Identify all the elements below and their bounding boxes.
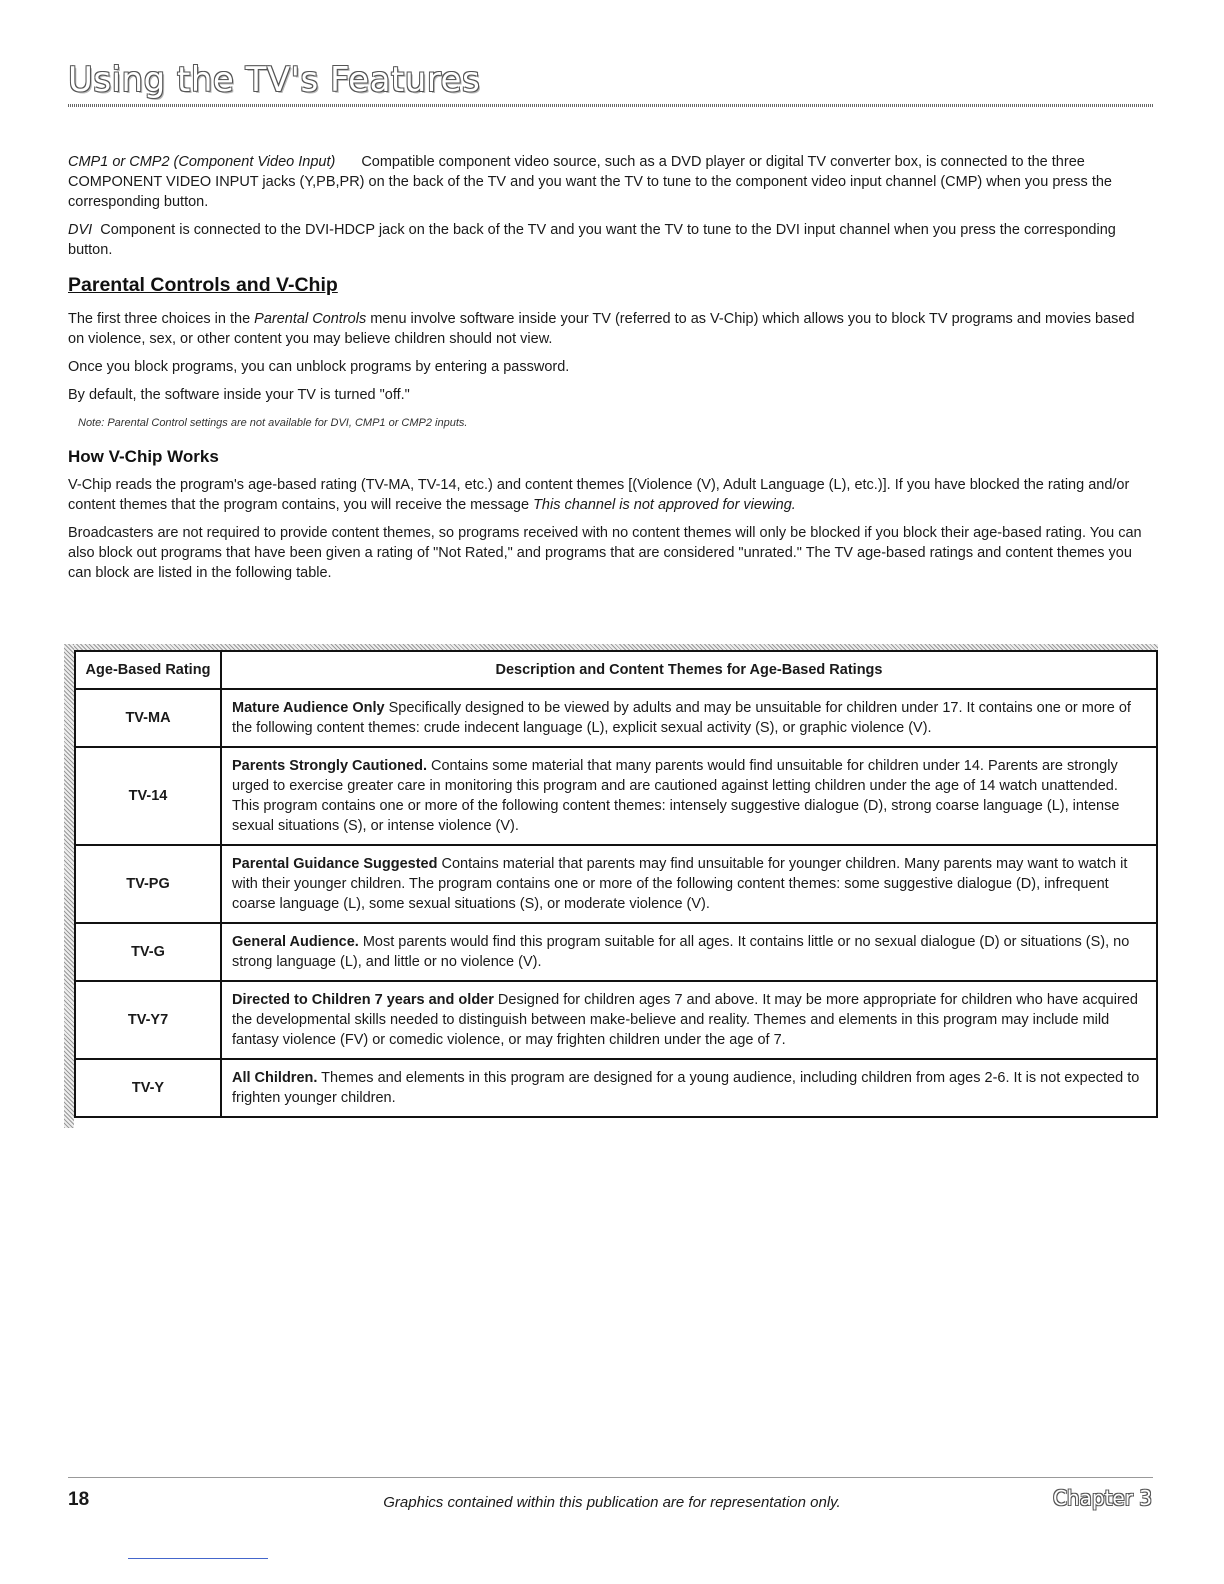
dvi-paragraph [68,220,1153,260]
parental-paragraph-1 [68,309,1153,349]
dvi-text: Component is connected to the DVI-HDCP jack on the back of the TV and you want the TV to tune to the DVI input channel when you press the corresponding button. [68,222,1116,258]
rating-cell: TV-PG [75,845,221,923]
chapter-label: Chapter 3 [1052,1486,1152,1510]
main-content [68,152,1153,591]
table-row [75,689,1157,747]
table-row [75,747,1157,845]
description-title: Directed to Children 7 years and older [232,992,494,1008]
vchip-paragraph-2: Broadcasters are not required to provide content themes, so programs received with no content themes will only be blocked if you block their age-based rating. You can also block out programs that have been given a rating of "Not Rated," and programs that are considered "unrated." The TV age-based ratings and content themes you can block are listed in the following table. [68,525,1142,581]
parental-p1-end: menu involve software inside your TV (referred to as V-Chip) which allows you to block TV programs and movies based on violence, sex, or other content you may believe children should not view. [68,311,1135,347]
rating-cell: TV-MA [75,689,221,747]
page-header-title: Using the TV's Features [68,60,481,100]
vchip-message: This channel is not approved for viewing. [533,497,796,513]
description-text: Contains material that parents may find unsuitable for younger children. Many parents may want to watch it with their younger children. The program contains one or more of the following content themes: some suggestive dialogue (D), infrequent coarse language (L), some sexual situations (S), or moderate violence (V). [232,856,1128,912]
rating-cell: TV-Y [75,1059,221,1117]
description-cell [221,747,1157,845]
description-title: Parents Strongly Cautioned. [232,758,427,774]
description-text: Themes and elements in this program are designed for a young audience, including children from ages 2-6. It is not expected to frighten younger children. [232,1070,1140,1106]
description-cell [221,1059,1157,1117]
rating-cell: TV-14 [75,747,221,845]
header-rule [68,104,1153,107]
description-text: Specifically designed to be viewed by adults and may be unsuitable for children under 17. It contains one or more of the following content themes: crude indecent language (L), explicit sexual activity (S), or graphic violence (V). [232,700,1131,736]
cmp-term: CMP1 or CMP2 (Component Video Input) [68,154,336,170]
table-row [75,981,1157,1059]
cmp-paragraph [68,152,1153,212]
description-cell [221,981,1157,1059]
parental-paragraph-2: Once you block programs, you can unblock programs by entering a password. [68,359,570,375]
description-title: Mature Audience Only [232,700,385,716]
description-text: Designed for children ages 7 and above. It may be more appropriate for children who have acquired the developmental skills needed to distinguish between make-believe and reality. Themes and elements in this program may include mild fantasy violence (FV) or comedic violence, or may frighten children under the age of 7. [232,992,1138,1048]
page-number: 18 [68,1489,90,1510]
description-title: Parental Guidance Suggested [232,856,438,872]
table-row [75,845,1157,923]
parental-note: Note: Parental Control settings are not available for DVI, CMP1 or CMP2 inputs. [78,417,468,429]
parental-p1-start: The first three choices in the [68,311,255,327]
footer-disclaimer: Graphics contained within this publication are for representation only. [383,1494,841,1511]
table-row [75,1059,1157,1117]
description-cell [221,845,1157,923]
footer-rule [68,1477,1153,1478]
description-title: All Children. [232,1070,318,1086]
vchip-heading: How V-Chip Works [68,447,219,466]
rating-cell: TV-Y7 [75,981,221,1059]
table-shadow-left [64,644,74,1128]
ratings-table [74,650,1158,1118]
vchip-paragraph-1 [68,475,1153,515]
parental-controls-heading: Parental Controls and V-Chip [68,274,338,296]
table-row [75,923,1157,981]
description-cell [221,923,1157,981]
description-text: Most parents would find this program suitable for all ages. It contains little or no sexual dialogue (D) or situations (S), no strong language (L), and little or no violence (V). [232,934,1130,970]
description-cell [221,689,1157,747]
footer-link-underline [128,1558,268,1559]
rating-cell: TV-G [75,923,221,981]
cmp-text: Compatible component video source, such as a DVD player or digital TV converter box, is connected to the three COMPONENT VIDEO INPUT jacks (Y,PB,PR) on the back of the TV and you want the TV to tune to the component video input channel (CMP) when you press the corresponding button. [68,154,1112,210]
parental-controls-menu-name: Parental Controls [254,311,367,327]
table-header-row [75,651,1157,689]
description-text: Contains some material that many parents would find unsuitable for children under 14. Parents are strongly urged to exercise greater care in monitoring this program and are cautioned against letting children under the age of 14 watch unattended. This program contains one or more of the following content themes: intensely suggestive dialogue (D), strong coarse language (L), intense sexual situations (S), or intense violence (V). [232,758,1120,834]
description-title: General Audience. [232,934,359,950]
parental-paragraph-3: By default, the software inside your TV is turned "off." [68,387,410,403]
rating-column-header: Age-Based Rating [75,651,221,689]
description-column-header: Description and Content Themes for Age-Based Ratings [221,651,1157,689]
vchip-p1-start: V-Chip reads the program's age-based rating (TV-MA, TV-14, etc.) and content themes [(Violence (V), Adult Language (L), etc.)]. If you have blocked the rating and/or content themes that the program contains, you will receive the message [68,477,1130,513]
dvi-term: DVI [68,222,93,238]
